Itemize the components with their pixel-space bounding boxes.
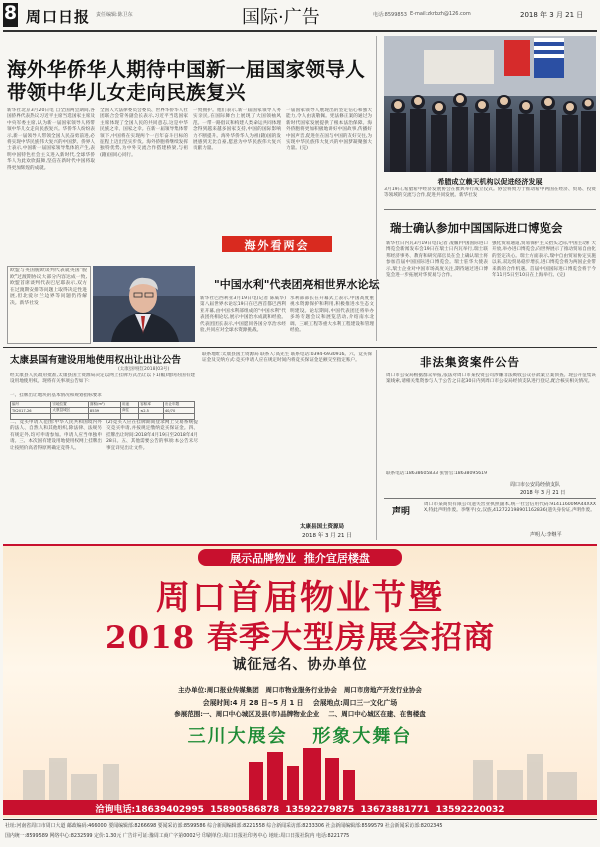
table-cell: 商住 bbox=[121, 408, 139, 414]
notice-contact: 联系电话:18638605833 张警官:18638095619 bbox=[386, 471, 488, 476]
table-header-cell: 宗地位置 bbox=[51, 402, 89, 408]
footer-line-1: 社址:河南省周口市周口大道 邮政编码:466000 要闻编辑部:8266698 要闻采访部:8599586 综合新闻编辑部:8221558 综合新闻采访部:8233306 社会新闻编辑部:8599579 社会新闻采访部:8202345 bbox=[5, 823, 443, 829]
ad-top-banner: 展示品牌物业 推介宜居楼盘 bbox=[230, 552, 370, 565]
land-signature-2: 2018 年 3 月 21 日 bbox=[302, 533, 352, 539]
column-divider bbox=[376, 350, 377, 540]
land-subline: (太康县网挂[2018]03号) bbox=[118, 367, 170, 372]
table-cell: 太康县城区 bbox=[51, 408, 89, 414]
section-title: 国际·广告 bbox=[242, 7, 320, 28]
land-col-3: 联系地址:太康县国土资源局 联系人:高先生 联系电话:0394-6930916。六、竞买保证金及交纳方式:竞买申请人应在规定时间内将竞买保证金足额交至指定账户。 bbox=[202, 352, 372, 364]
lead-col-4: 一届国家领导人展现出的坚定信心和强大能力,令人由衷敬佩。宪法修正案的通过为新时代国家发展提供了根本法治保障。海外侨胞将更加积极地讲好中国故事,传播好中国声音,促进住在国与中国的友好交往,为实现中华民族伟大复兴的中国梦凝聚强大力量。(完) bbox=[286, 108, 372, 152]
land-intro: 经太康县人民政府批准,太康县国土资源局决定以网上挂牌方式出让以下1(幅)地块的国有建设用地使用权。现将有关事项公告如下: bbox=[10, 373, 195, 385]
ruishi-headline: 瑞士确认参加中国国际进口博览会 bbox=[390, 221, 563, 235]
table-cell: TK2017-26 bbox=[11, 408, 51, 414]
lead-col-3: 一致拥护。他们表示,新一届国家领导人务实亲民,在国际舞台上展现了大国领袖风范。一带一路倡议和构建人类命运共同体理念得到越来越多国家支持,中国的国际影响力不断提升。海外华侨华人为祖(籍)国的发展感到无比自豪,愿意为中华民族伟大复兴贡献力量。 bbox=[193, 108, 281, 152]
table-header-cell: 面积(m²) bbox=[88, 402, 120, 408]
editor-line: 责任编辑:陈卫东 bbox=[96, 12, 133, 18]
ad-host: 主办单位:周口报业传媒集团 周口市物业服务行业协会 周口市房地产开发行业协会 bbox=[178, 686, 422, 694]
divider bbox=[384, 498, 596, 499]
ad-slogan: 三川大展会 形象大舞台 bbox=[187, 726, 413, 747]
portrait-photo bbox=[93, 266, 195, 342]
table-cell bbox=[88, 414, 120, 420]
header-date: 2018 年 3 月 21 日 bbox=[520, 11, 584, 19]
footer-line-2: 国内统一:8599589 网络中心:8232599 定价:1.30元 广告许可证:豫周工商广字第0002号 印刷单位:周口日报社印务中心 地址:周口日报社院内 电话:8221775 bbox=[5, 833, 350, 839]
land-headline: 太康县国有建设用地使用权出让出让公告 bbox=[10, 355, 182, 366]
table-cell: ≤2.5 bbox=[139, 408, 164, 414]
ad-time-place: 会展时间:4 月 28 日~5 月 1 日 会展地点:周口三一文化广场 bbox=[202, 699, 398, 707]
table-header-cell: 出让年限 bbox=[163, 402, 194, 408]
divider bbox=[3, 819, 597, 820]
notice-headline: 非法集资案件公告 bbox=[420, 355, 520, 369]
divider bbox=[3, 347, 597, 348]
ad-scope: 参展范围:一、周口中心城区及县(市)品牌物业企业 二、周口中心城区在建、在售楼盘 bbox=[174, 710, 426, 718]
tel-line: 电话:8599853 bbox=[373, 12, 407, 18]
table-cell bbox=[51, 414, 89, 420]
notice-signature-2: 2018 年 3 月 21 日 bbox=[520, 490, 566, 496]
land-table bbox=[10, 401, 195, 420]
ruishi-col-2: 强化贸易通道,贸易保护主义抬头之际,中国主动扩大开放,举办进口博览会,向世界展示了推动贸易自由化的坚定决心。瑞士方面表示,瑞中自由贸易协定实施以来,双边贸易稳步增长,进口博览会将为两国企业带来新的合作机遇。首届中国国际进口博览会将于今年11月5日至10日在上海举行。(完) bbox=[492, 241, 596, 279]
divider bbox=[384, 209, 596, 210]
land-table-title: 一、挂牌出让地块的基本情况和规划指标要求 bbox=[10, 393, 102, 398]
table-header-cell: 用途 bbox=[121, 402, 139, 408]
ad-line-1: 周口首届物业节暨 bbox=[156, 578, 444, 618]
table-header-cell: 容积率 bbox=[139, 402, 164, 408]
table-cell bbox=[121, 414, 139, 420]
water-col-2: 水利部部长在开幕式上表示,中国高度重视水资源保护和利用,积极推进水生态文明建设。论坛期间,中国代表团还将举办多场专题会议和展览活动,介绍南水北调、三峡工程等重大水利工程建设和管理经验。 bbox=[290, 296, 374, 334]
ad-line-2: 2018 春季大型房展会招商 bbox=[104, 620, 496, 656]
lead-col-1: 新华社北京3月20日电 自全国两会期间,各国侨界代表热议习近平主席当选国家主席及中央军委主席,认为新一届国家领导人将带领中华儿女走向民族复兴。华侨华人纷纷表示,新一届领导人带领全国人民奋勇前进,必将实现中华民族伟大复兴的中国梦。侨界人士表示,中国新一届国家领导集体的产生,表明中国特色社会主义进入新时代,全球华侨华人为此欢欣鼓舞,坚信在新时代中国将取得更加辉煌的成就。 bbox=[7, 108, 95, 171]
ad-hotline: 洽询电话:18639402995 15890586878 13592279875 13673881771 13592220032 bbox=[95, 805, 505, 815]
lead-tag: 海外看两会 bbox=[244, 239, 310, 252]
ad-subtitle: 诚征冠名、协办单位 bbox=[232, 657, 368, 673]
land-col-2: (2)竞买人应在挂牌期间登录网上交易系统提交竞买申请,并按规定缴纳竞买保证金。四、挂牌出让时间:2018年4月19日至2018年4月28日。五、其他需要公告的事项:本公告未尽事宜详见出让文件。 bbox=[106, 420, 198, 451]
column-divider bbox=[376, 36, 377, 341]
table-cell bbox=[139, 414, 164, 420]
table-row bbox=[11, 414, 195, 420]
header-rule bbox=[3, 30, 597, 32]
email-line: E-mail:zkrbzh@126.com bbox=[410, 11, 471, 17]
statement-signature: 声明人:李继平 bbox=[530, 532, 562, 538]
photo-right-caption-text: 3月19日,希腊希中经济发展协会在雅典举行成立仪式。协会将致力于推动希中两国在经济、贸易、投资等领域的交流与合作,促进共同发展。新华社发 bbox=[384, 187, 596, 199]
lead-headline-1: 海外华侨华人期待中国新一届国家领导人 bbox=[7, 58, 366, 81]
quote-box-text: 欧盟与英国脱欧谈判代表就英国"脱欧"过渡期协议大部分内容达成一致,欧盟首席谈判代表巴尼耶表示,双方在过渡期安排等问题上取得决定性进展,但北爱尔兰边界等问题仍待解决。新华社发 bbox=[10, 268, 87, 306]
lead-col-2: 全国人大法律委员会委员、世界华侨华人社团联合会常务副会长表示,习近平当选国家主席体现了全国人民的共同意志,这是中华民族之幸、国家之幸。在新一届领导集体带领下,中国将在实现两个一百年奋斗目标的征程上迈出坚实步伐。海外侨胞将继续发挥独特优势,为中外交流合作搭建桥梁,与祖(籍)国同心同行。 bbox=[100, 108, 188, 158]
masthead: 周口日报 bbox=[26, 8, 91, 26]
lead-headline-2: 带领中华儿女走向民族复兴 bbox=[7, 81, 246, 104]
water-headline: "中国水利"代表团亮相世界水论坛 bbox=[214, 278, 380, 291]
statement-body: 周口市某商贸有限公司遗失营业执照副本,统一社会信用代码:91411600MA44XXXX,特此声明作废。李继平(女,汉族,412722198901162836)遗失身份证,声明作废。 bbox=[424, 502, 596, 514]
page-number: 8 bbox=[3, 2, 18, 24]
ad-skyline bbox=[3, 748, 597, 800]
water-col-1: 新华社巴西利亚3月19日电(记者 陈威华)第八届世界水论坛19日在巴西首都巴西利亚开幕,由中国水利部组成的"中国水利"代表团亮相论坛,展示中国治水成就和经验。代表团团长表示,中国愿同各国分享治水经验,共同应对全球水资源挑战。 bbox=[200, 296, 286, 334]
table-cell bbox=[163, 414, 194, 420]
group-photo bbox=[384, 36, 596, 172]
table-cell bbox=[11, 414, 51, 420]
statement-headline: 声明 bbox=[392, 507, 411, 517]
notice-signature-1: 周口市公安局经侦支队 bbox=[510, 482, 561, 488]
notice-body: 周口市公安局根据群众举报,依法对周口市某投资公司涉嫌非法吸收公众存款案立案侦查。现公开征集该案线索,请相关集资参与人于公告之日起30日内到周口市公安局经侦支队进行登记,配合核实相关情况。 bbox=[386, 373, 596, 385]
land-signature-1: 太康县国土资源局 bbox=[300, 524, 345, 530]
table-cell: 40/70 bbox=[163, 408, 194, 414]
land-col-1: 二、竞买申请人范围:中华人民共和国境内外的法人、自然人和其他组织,除法律、法规另有规定外,均可申请参加。申请人应当单独申请。三、本次国有建设用地使用权网上挂牌出让按照价高者得原则确定竞得人。 bbox=[10, 420, 102, 451]
table-cell: 8539 bbox=[88, 408, 120, 414]
ruishi-col-1: 新华社日内瓦3月19日电(记者 凌馨)中国国际进口博览会新闻发布会19日在瑞士日内瓦举行,瑞士联邦经济事务、教育和研究部官员在会上确认瑞士将参加首届中国国际进口博览会。瑞士驻华大使表示,瑞士企业对中国市场高度关注,期待通过进口博览会进一步拓展对华贸易与合作。 bbox=[386, 241, 488, 279]
table-header-cell: 编号 bbox=[11, 402, 51, 408]
photo-right-caption: 希腊成立赖天机构以促进经济发展 bbox=[437, 177, 543, 186]
